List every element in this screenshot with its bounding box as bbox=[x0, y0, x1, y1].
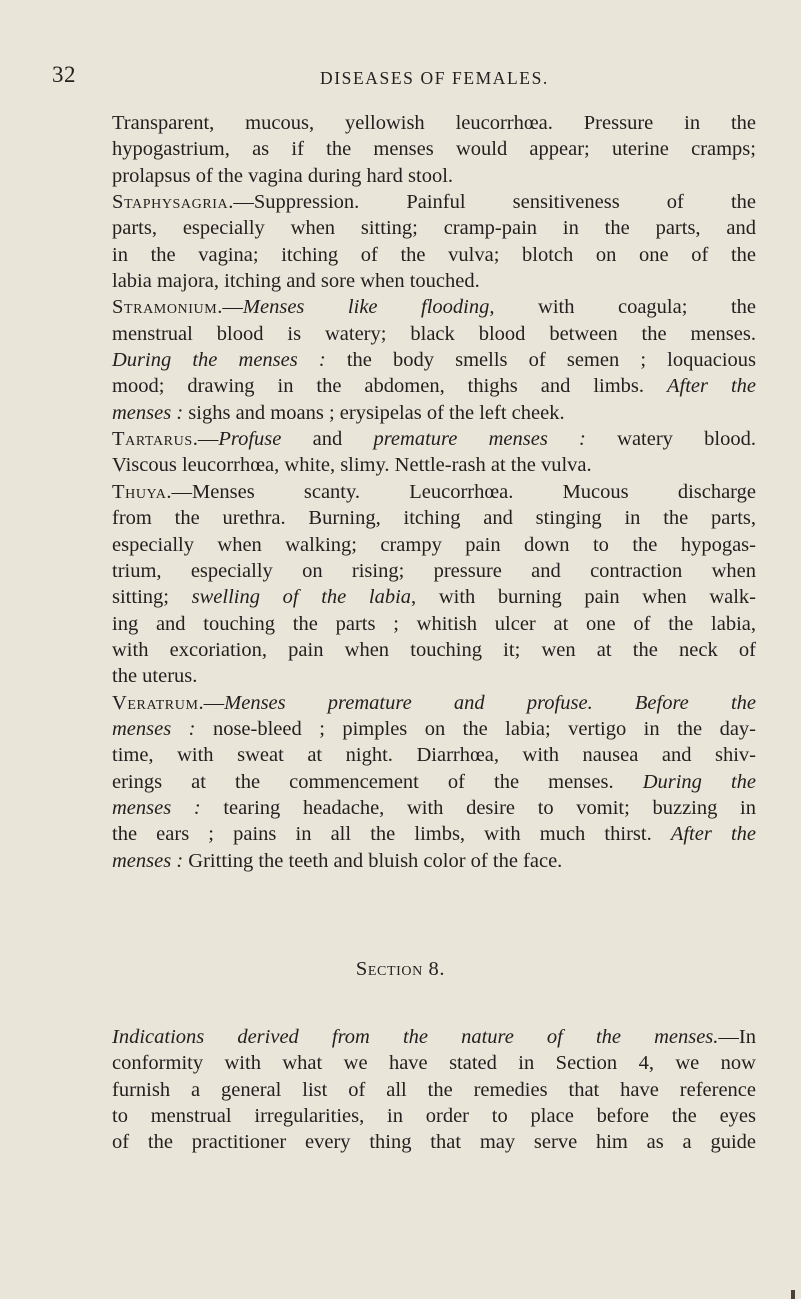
text-line: menses : tearing headache, with desire to vomit; buzzing in bbox=[112, 796, 756, 819]
remedy-name: Thuya bbox=[112, 480, 167, 503]
section-text bbox=[112, 1024, 756, 1156]
text-line: Viscous leucorrhœa, white, slimy. Nettle-rash at the vulva. bbox=[112, 454, 592, 477]
page-number: 32 bbox=[52, 62, 76, 87]
text-line: hypogastrium, as if the menses would appear; uterine cramps; bbox=[112, 138, 756, 161]
text-line: menses : Gritting the teeth and bluish color of the face. bbox=[112, 849, 563, 872]
text-line: During the menses : the body smells of semen ; loquacious bbox=[112, 349, 756, 372]
text-line: especially when walking; crampy pain down to the hypogas- bbox=[112, 533, 756, 556]
remedy-name: Tartarus bbox=[112, 428, 193, 451]
text-line: menses : sighs and moans ; erysipelas of the left cheek. bbox=[112, 401, 565, 424]
text-line: labia majora, itching and sore when touched. bbox=[112, 270, 480, 293]
text-line: the uterus. bbox=[112, 665, 198, 688]
text-line: Indications derived from the nature of the menses.—In bbox=[112, 1026, 756, 1048]
text-line: prolapsus of the vagina during hard stool. bbox=[112, 164, 454, 187]
remedy-name: Staphysagria bbox=[112, 191, 229, 214]
remedy-entry-staphysagria: Staphysagria.—Suppression. Painful sensitiveness of the bbox=[112, 191, 756, 214]
text-line: furnish a general list of all the remedies that have reference bbox=[112, 1078, 756, 1101]
text-line: with excoriation, pain when touching it; wen at the neck of bbox=[112, 638, 756, 661]
text-line: erings at the commencement of the menses. During the bbox=[112, 770, 757, 793]
text-line: from the urethra. Burning, itching and stinging in the parts, bbox=[112, 507, 756, 530]
remedy-entry-tartarus: Tartarus.—Profuse and premature menses : watery blood. bbox=[112, 428, 756, 451]
body-text bbox=[112, 110, 756, 874]
page-header: DISEASES OF FEMALES. bbox=[320, 68, 549, 88]
text-line: parts, especially when sitting; cramp-pain in the parts, and bbox=[112, 217, 756, 240]
text-line: menstrual blood is watery; black blood between the menses. bbox=[112, 322, 756, 345]
text-line: time, with sweat at night. Diarrhœa, with nausea and shiv- bbox=[112, 744, 756, 767]
text-line: in the vagina; itching of the vulva; blotch on one of the bbox=[112, 243, 756, 266]
text-line: conformity with what we have stated in Section 4, we now bbox=[112, 1052, 756, 1075]
text-line: sitting; swelling of the labia, with burning pain when walk- bbox=[112, 586, 757, 609]
text-line: of the practitioner every thing that may serve him as a guide bbox=[112, 1131, 756, 1154]
remedy-entry-stramonium: Stramonium.—Menses like flooding, with coagula; the bbox=[112, 296, 756, 319]
text-line: to menstrual irregularities, in order to place before the eyes bbox=[112, 1105, 756, 1128]
text-line: mood; drawing in the abdomen, thighs and limbs. After the bbox=[112, 375, 756, 398]
remedy-name: Veratrum bbox=[112, 691, 199, 714]
remedy-name: Stramonium bbox=[112, 296, 218, 319]
remedy-entry-veratrum: Veratrum.—Menses premature and profuse. Before the bbox=[112, 691, 756, 714]
text-line: menses : nose-bleed ; pimples on the labia; vertigo in the day- bbox=[112, 717, 756, 740]
section-heading: Section 8. bbox=[355, 958, 446, 980]
text-line: ing and touching the parts ; whitish ulcer at one of the labia, bbox=[112, 612, 756, 635]
remedy-entry-thuya: Thuya.—Menses scanty. Leucorrhœa. Mucous discharge bbox=[112, 480, 756, 503]
text-line: the ears ; pains in all the limbs, with much thirst. After the bbox=[112, 823, 756, 846]
running-head bbox=[52, 62, 801, 98]
text-line: Transparent, mucous, yellowish leucorrhœa. Pressure in the bbox=[112, 112, 756, 134]
page-edge-mark bbox=[791, 1290, 795, 1299]
text-line: trium, especially on rising; pressure and contraction when bbox=[112, 559, 756, 582]
